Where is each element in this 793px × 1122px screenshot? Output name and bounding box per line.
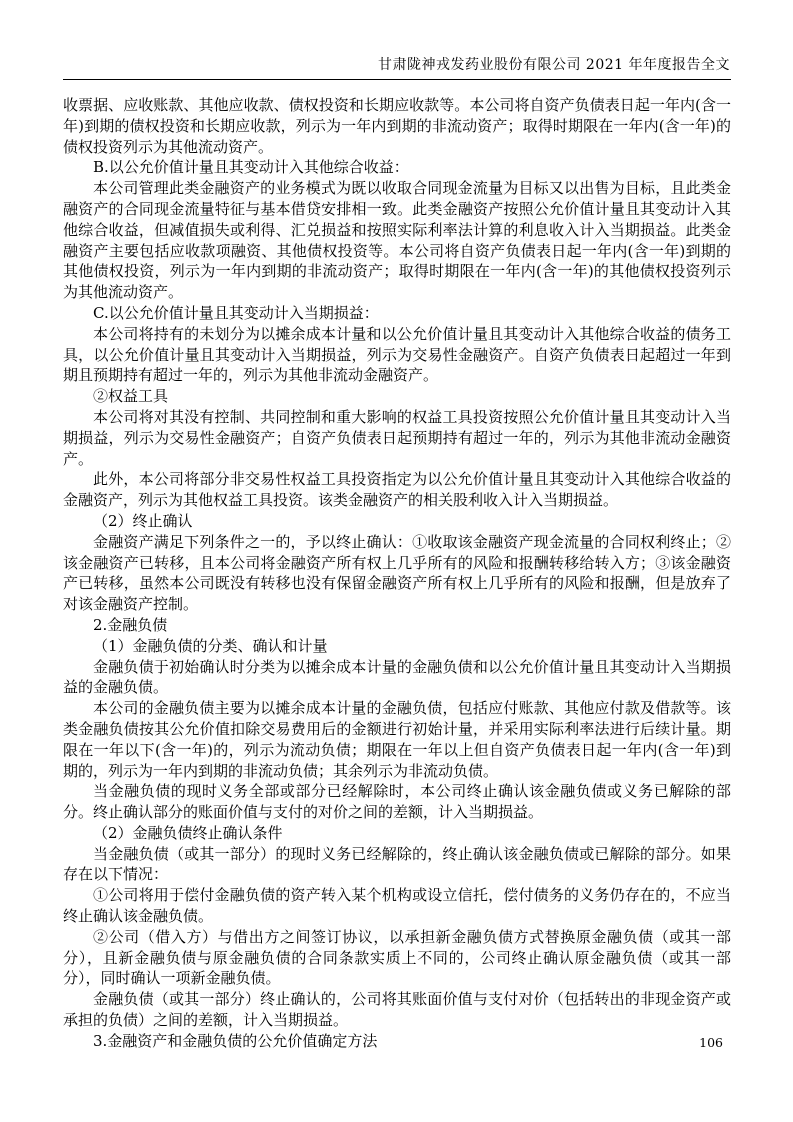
paragraph: 3.金融资产和金融负债的公允价值确定方法 xyxy=(93,1031,378,1050)
paragraph: 此外，本公司将部分非交易性权益工具投资指定为以公允价值计量且其变动计入其他综合收益的金融资产，列示为其他权益工具投资。该类金融资产的相关股利收入计入当期损益。 xyxy=(63,470,731,510)
paragraph: C.以公允价值计量且其变动计入当期损益： xyxy=(93,303,379,322)
paragraph: 金融负债（或其一部分）终止确认的，公司将其账面价值与支付对价（包括转出的非现金资产或承担的负债）之间的差额，计入当期损益。 xyxy=(63,990,731,1030)
paragraph: ②权益工具 xyxy=(93,387,169,406)
paragraph: 2.金融负债 xyxy=(93,615,168,634)
header-divider xyxy=(63,79,731,80)
paragraph: ①公司将用于偿付金融负债的资产转入某个机构或设立信托，偿付债务的义务仍存在的，不应当终止确认该金融负债。 xyxy=(63,886,731,926)
paragraph: 本公司的金融负债主要为以摊余成本计量的金融负债，包括应付账款、其他应付款及借款等。该类金融负债按其公允价值扣除交易费用后的金额进行初始计量，并采用实际利率法进行后续计量。期限在一年以下(含一年)的，列示为流动负债；期限在一年以上但自资产负债表日起一年内(含一年)到期的，列示为一年内到期的非流动负债；其余列示为非流动负债。 xyxy=(63,699,731,780)
header-title: 甘肃陇神戎发药业股份有限公司 2021 年年度报告全文 xyxy=(377,57,730,73)
paragraph: 本公司将对其没有控制、共同控制和重大影响的权益工具投资按照公允价值计量且其变动计入当期损益，列示为交易性金融资产；自资产负债表日起预期持有超过一年的，列示为其他非流动金融资产。 xyxy=(63,407,731,468)
paragraph: 收票据、应收账款、其他应收款、债权投资和长期应收款等。本公司将自资产负债表日起一年内(含一年)到期的债权投资和长期应收款，列示为一年内到期的非流动资产；取得时期限在一年内(含一年)的债权投资列示为其他流动资产。 xyxy=(63,96,731,156)
paragraph: 金融资产满足下列条件之一的，予以终止确认：①收取该金融资产现金流量的合同权利终止；②该金融资产已转移，且本公司将金融资产所有权上几乎所有的风险和报酬转移给转入方；③该金融资产已转移，虽然本公司既没有转移也没有保留金融资产所有权上几乎所有的风险和报酬，但是放弃了对该金融资产控制。 xyxy=(63,532,731,614)
page-header xyxy=(63,56,730,74)
paragraph: 当金融负债（或其一部分）的现时义务已经解除的，终止确认该金融负债或已解除的部分。如果存在以下情况： xyxy=(63,844,731,884)
page-footer xyxy=(63,1035,723,1050)
paragraph: 当金融负债的现时义务全部或部分已经解除时，本公司终止确认该金融负债或义务已解除的部分。终止确认部分的账面价值与支付的对价之间的差额，计入当期损益。 xyxy=(63,782,731,822)
paragraph: （1）金融负债的分类、确认和计量 xyxy=(93,636,328,655)
paragraph: 金融负债于初始确认时分类为以摊余成本计量的金融负债和以公允价值计量且其变动计入当期损益的金融负债。 xyxy=(63,657,731,697)
document-body xyxy=(63,95,731,1052)
paragraph: （2）终止确认 xyxy=(93,511,193,530)
paragraph: 本公司将持有的未划分为以摊余成本计量和以公允价值计量且其变动计入其他综合收益的债务工具，以公允价值计量且其变动计入当期损益，列示为交易性金融资产。自资产负债表日起超过一年到期且预期持有超过一年的，列示为其他非流动金融资产。 xyxy=(63,324,731,385)
paragraph: ②公司（借入方）与借出方之间签订协议，以承担新金融负债方式替换原金融负债（或其一部分），且新金融负债与原金融负债的合同条款实质上不同的，公司终止确认原金融负债（或其一部分），同时确认一项新金融负债。 xyxy=(63,927,731,988)
page-number: 106 xyxy=(699,1035,723,1050)
paragraph: B.以公允价值计量且其变动计入其他综合收益： xyxy=(93,158,409,177)
paragraph: 本公司管理此类金融资产的业务模式为既以收取合同现金流量为目标又以出售为目标，且此类金融资产的合同现金流量特征与基本借贷安排相一致。此类金融资产按照公允价值计量且其变动计入其他综合收益，但减值损失或利得、汇兑损益和按照实际利率法计算的利息收入计入当期损益。此类金融资产主要包括应收款项融资、其他债权投资等。本公司将自资产负债表日起一年内(含一年)到期的其他债权投资，列示为一年内到期的非流动资产；取得时期限在一年内(含一年)的其他债权投资列示为其他流动资产。 xyxy=(63,179,731,302)
paragraph: （2）金融负债终止确认条件 xyxy=(93,823,283,842)
